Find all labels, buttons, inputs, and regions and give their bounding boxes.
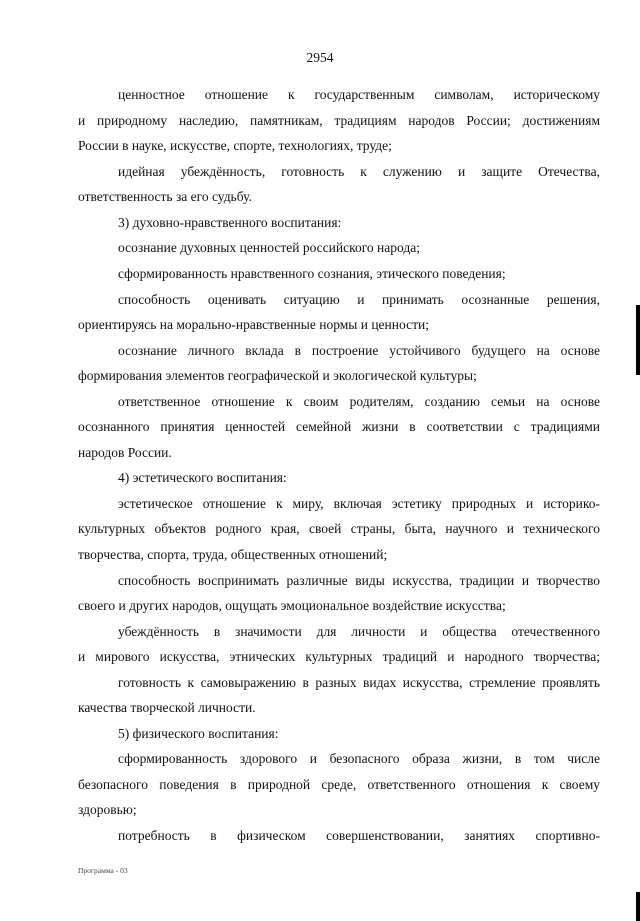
text-line: культурных объектов родного края, своей страны, быта, научного и технического bbox=[78, 521, 600, 536]
text-line: осознание духовных ценностей российского народа; bbox=[118, 240, 420, 255]
text-line: убеждённость в значимости для личности и общества отечественного bbox=[118, 624, 600, 639]
text-line: формирования элементов географической и экологической культуры; bbox=[78, 368, 477, 383]
text-line: своего и других народов, ощущать эмоциональное воздействие искусства; bbox=[78, 598, 506, 613]
text-line: и мирового искусства, этнических культурных традиций и народного творчества; bbox=[78, 649, 600, 664]
text-line: и природному наследию, памятникам, традициям народов России; достижениям bbox=[78, 113, 600, 128]
text-line: ценностное отношение к государственным символам, историческому bbox=[118, 87, 600, 102]
text-line: России в науке, искусстве, спорте, технологиях, труде; bbox=[78, 138, 392, 153]
text-line: ответственное отношение к своим родителям, созданию семьи на основе bbox=[118, 394, 600, 409]
scan-edge-mark bbox=[636, 305, 640, 375]
footer-label: Программа - 03 bbox=[78, 866, 128, 875]
text-line: качества творческой личности. bbox=[78, 700, 256, 715]
scan-edge-mark bbox=[636, 892, 640, 921]
text-line: сформированность нравственного сознания, этического поведения; bbox=[118, 266, 506, 281]
text-line: готовность к самовыражению в разных видах искусства, стремление проявлять bbox=[118, 675, 600, 690]
section-heading: 3) духовно-нравственного воспитания: bbox=[118, 215, 342, 230]
text-line: сформированность здорового и безопасного образа жизни, в том числе bbox=[118, 751, 600, 766]
text-line: творчества, спорта, труда, общественных отношений; bbox=[78, 547, 388, 562]
text-line: народов России. bbox=[78, 445, 172, 460]
text-line: здоровью; bbox=[78, 802, 137, 817]
text-line: потребность в физическом совершенствовании, занятиях спортивно- bbox=[118, 828, 600, 843]
text-line: способность воспринимать различные виды искусства, традиции и творчество bbox=[118, 573, 600, 588]
text-line: эстетическое отношение к миру, включая эстетику природных и историко- bbox=[118, 496, 600, 511]
section-heading: 4) эстетического воспитания: bbox=[118, 470, 287, 485]
text-line: ориентируясь на морально-нравственные нормы и ценности; bbox=[78, 317, 429, 332]
text-line: ответственность за его судьбу. bbox=[78, 189, 252, 204]
text-line: способность оценивать ситуацию и принимать осознанные решения, bbox=[118, 292, 600, 307]
section-heading: 5) физического воспитания: bbox=[118, 726, 279, 741]
text-line: безопасного поведения в природной среде, ответственного отношения к своему bbox=[78, 777, 600, 792]
text-line: осознание личного вклада в построение устойчивого будущего на основе bbox=[118, 343, 600, 358]
page-number: 2954 bbox=[306, 50, 334, 65]
text-line: идейная убеждённость, готовность к служению и защите Отечества, bbox=[118, 164, 600, 179]
text-line: осознанного принятия ценностей семейной жизни в соответствии с традициями bbox=[78, 419, 600, 434]
